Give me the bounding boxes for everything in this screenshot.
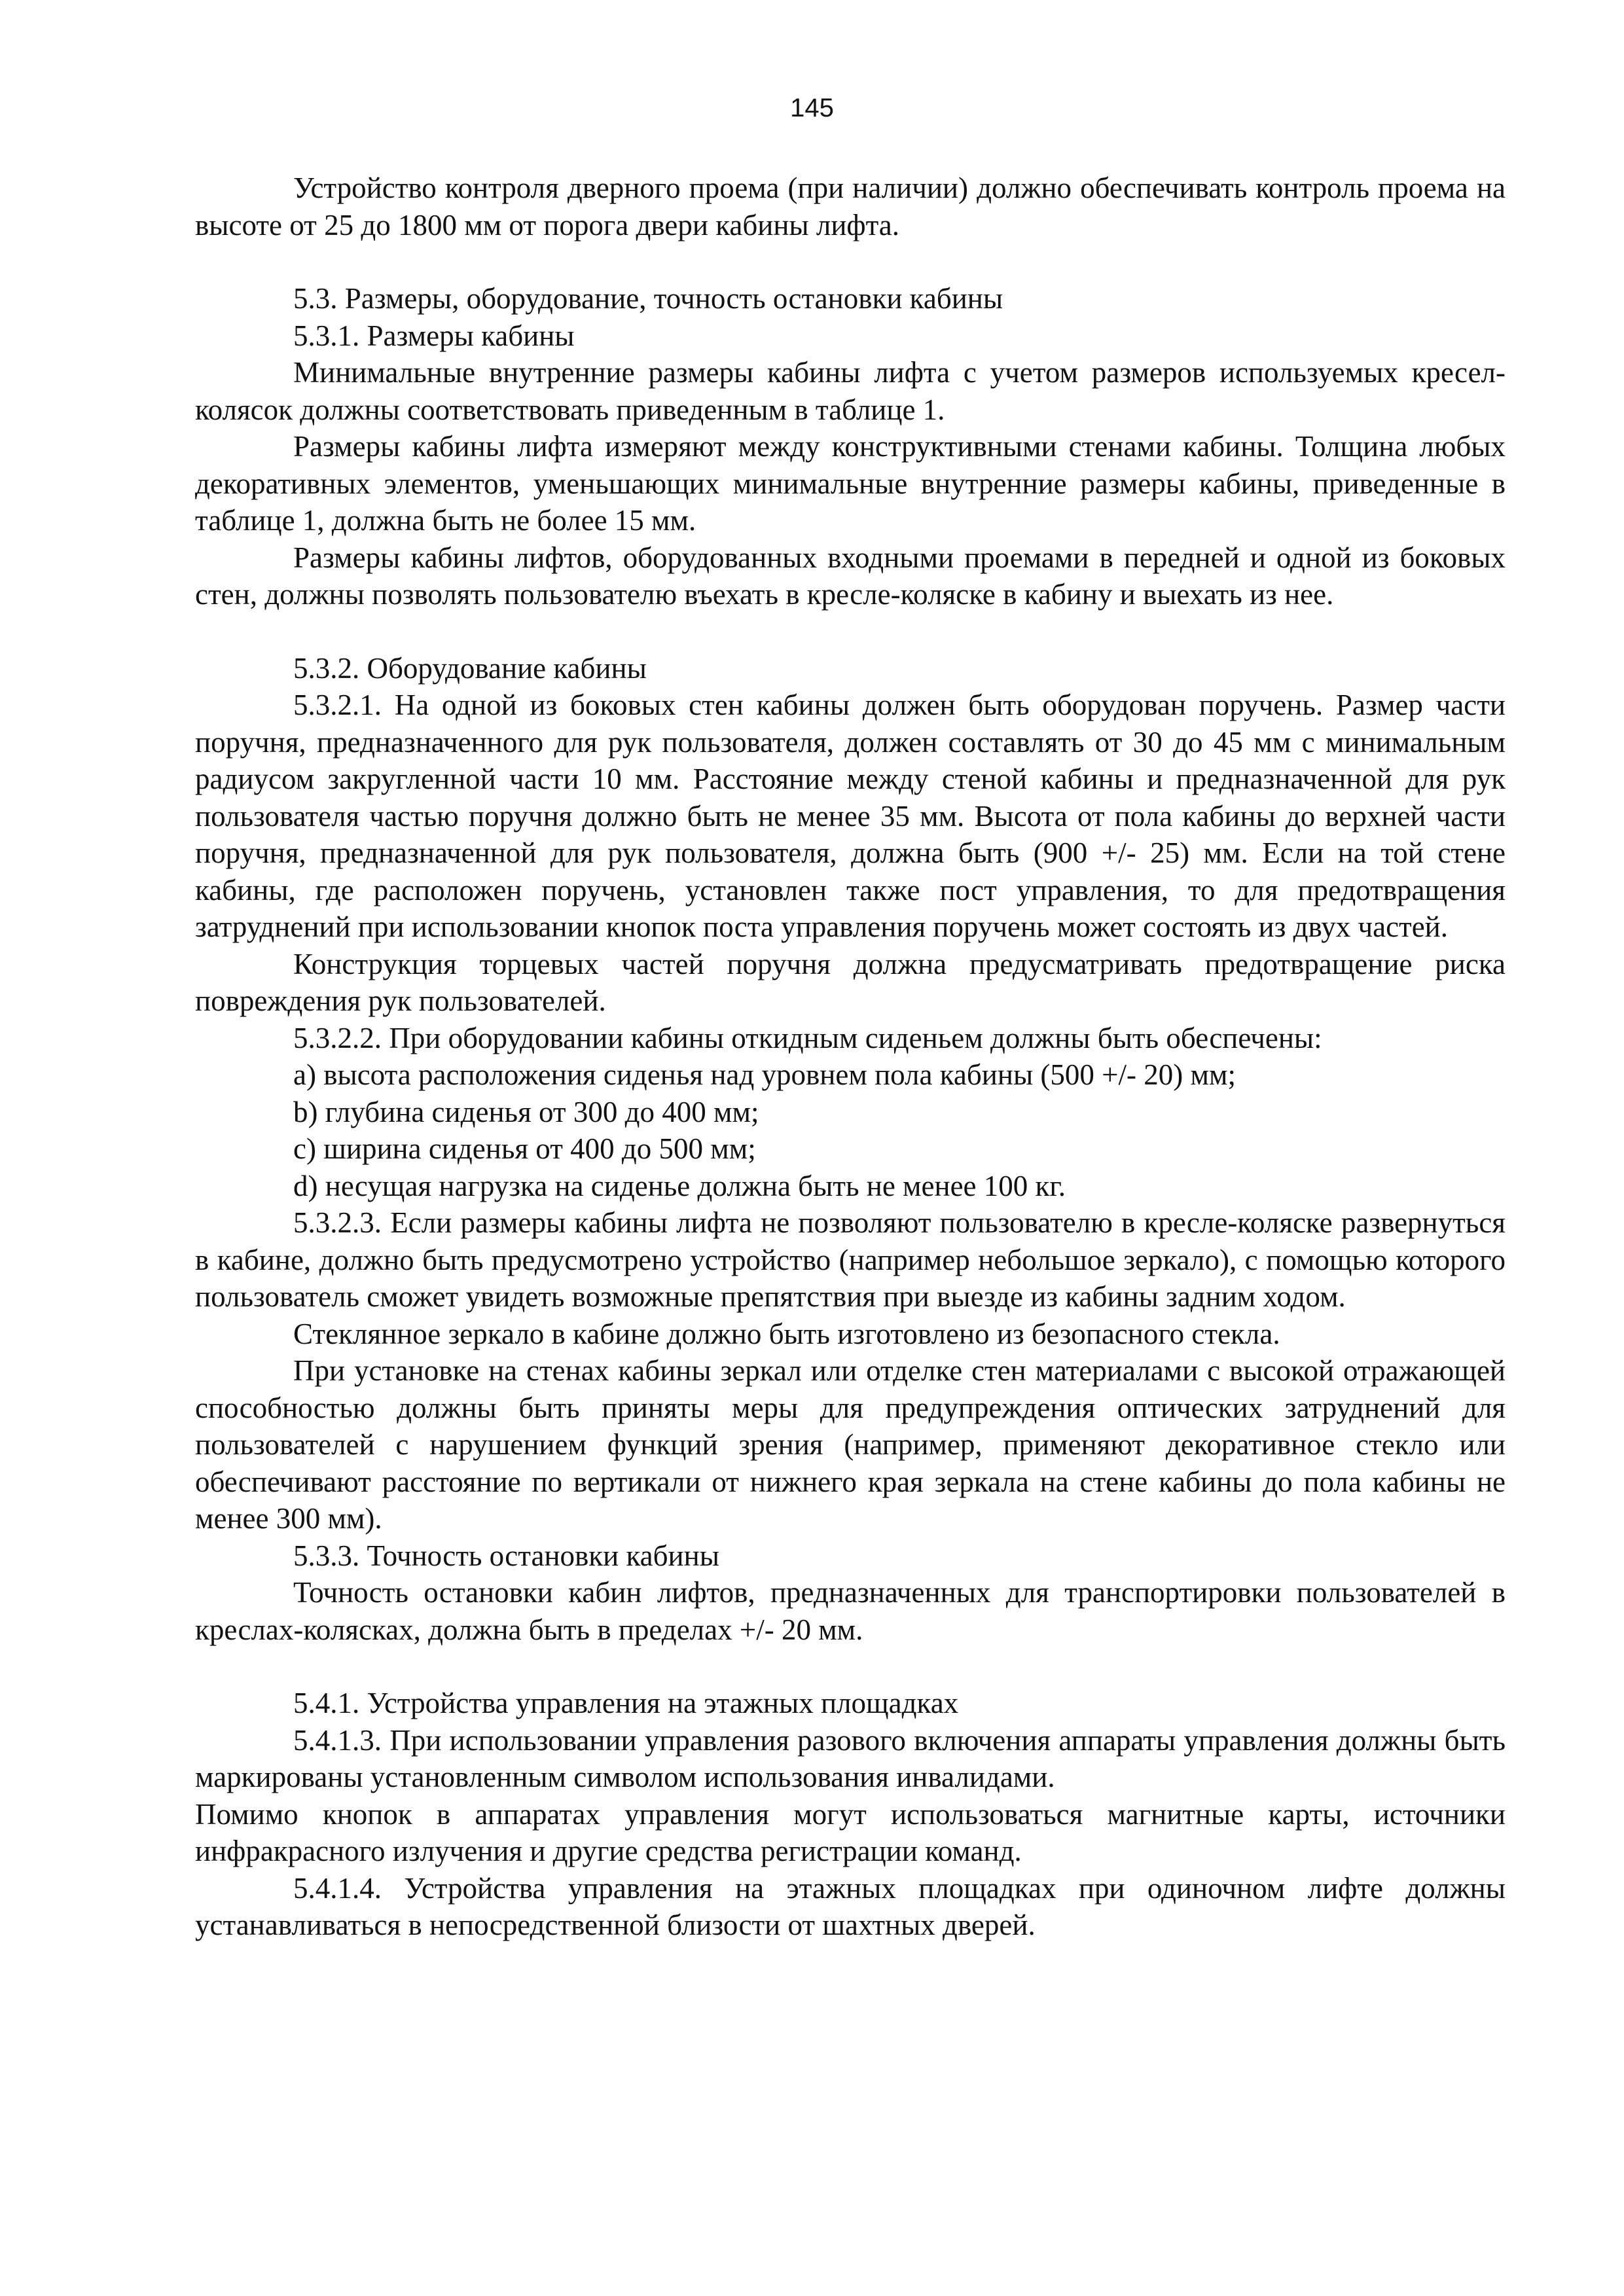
paragraph-gap	[195, 243, 1506, 280]
paragraph: 5.3. Размеры, оборудование, точность остановки кабины	[293, 282, 1003, 315]
paragraph: d) несущая нагрузка на сиденье должна быть не менее 100 кг.	[293, 1169, 1066, 1202]
paragraph: Точность остановки кабин лифтов, предназначенных для транспортировки пользователей в креслах-колясках, должна быть в пределах +/- 20 мм.	[195, 1576, 1506, 1646]
document-body	[195, 170, 1506, 1944]
paragraph: Стеклянное зеркало в кабине должно быть изготовлено из безопасного стекла.	[293, 1317, 1280, 1350]
paragraph-gap	[195, 1648, 1506, 1685]
paragraph: Устройство контроля дверного проема (при наличии) должно обеспечивать контроль проема на высоте от 25 до 1800 мм от порога двери кабины лифта.	[195, 171, 1506, 242]
paragraph-gap	[195, 613, 1506, 650]
page-number: 145	[790, 94, 834, 122]
paragraph: 5.3.1. Размеры кабины	[293, 319, 575, 352]
paragraph: 5.3.2.1. На одной из боковых стен кабины должен быть оборудован поручень. Размер части поручня, предназначенного для рук пользователя, должен составлять от 30 до 45 мм с минимальным радиусом закругленной части 10 мм. Расстояние между стеной кабины и предназначенной для рук пользователя частью поручня должно быть не менее 35 мм. Высота от пола кабины до верхней части поручня, предназначенной для рук пользователя, должна быть (900 +/- 25) мм. Если на той стене кабины, где расположен поручень, установлен также пост управления, то для предотвращения затруднений при использовании кнопок поста управления поручень может состоять из двух частей.	[195, 689, 1506, 943]
paragraph: Размеры кабины лифта измеряют между конструктивными стенами кабины. Толщина любых декоративных элементов, уменьшающих минимальные внутренние размеры кабины, приведенные в таблице 1, должна быть не более 15 мм.	[195, 430, 1506, 537]
paragraph: 5.3.2.3. Если размеры кабины лифта не позволяют пользователю в кресле-коляске развернуться в кабине, должно быть предусмотрено устройство (например небольшое зеркало), с помощью которого пользователь сможет увидеть возможные препятствия при выезде из кабины задним ходом.	[195, 1206, 1506, 1313]
paragraph: а) высота расположения сиденья над уровнем пола кабины (500 +/- 20) мм;	[293, 1058, 1236, 1091]
paragraph: b) глубина сиденья от 300 до 400 мм;	[293, 1095, 759, 1128]
paragraph: 5.3.3. Точность остановки кабины	[293, 1539, 719, 1572]
paragraph: При установке на стенах кабины зеркал или отделке стен материалами с высокой отражающей способностью должны быть приняты меры для предупреждения оптических затруднений для пользователей с нарушением функций зрения (например, применяют декоративное стекло или обеспечивают расстояние по вертикали от нижнего края зеркала на стене кабины до пола кабины не менее 300 мм).	[195, 1354, 1506, 1535]
paragraph: Конструкция торцевых частей поручня должна предусматривать предотвращение риска повреждения рук пользователей.	[195, 947, 1506, 1017]
paragraph: Размеры кабины лифтов, оборудованных входными проемами в передней и одной из боковых стен, должны позволять пользователю въехать в кресле-коляске в кабину и выехать из нее.	[195, 541, 1506, 611]
paragraph: 5.4.1. Устройства управления на этажных площадках	[293, 1687, 959, 1719]
paragraph: 5.3.2. Оборудование кабины	[293, 651, 647, 685]
paragraph: 5.4.1.4. Устройства управления на этажных площадках при одиночном лифте должны устанавливаться в непосредственной близости от шахтных дверей.	[195, 1871, 1506, 1941]
paragraph: c) ширина сиденья от 400 до 500 мм;	[293, 1132, 756, 1165]
paragraph: Помимо кнопок в аппаратах управления могут использоваться магнитные карты, источники инфракрасного излучения и другие средства регистрации команд.	[195, 1797, 1506, 1867]
paragraph: 5.3.2.2. При оборудовании кабины откидным сиденьем должны быть обеспечены:	[293, 1021, 1322, 1054]
paragraph: Минимальные внутренние размеры кабины лифта с учетом размеров используемых кресел-колясок должны соответствовать приведенным в таблице 1.	[195, 356, 1506, 426]
paragraph: 5.4.1.3. При использовании управления разового включения аппараты управления должны быть маркированы установленным символом использования инвалидами.	[195, 1723, 1506, 1793]
